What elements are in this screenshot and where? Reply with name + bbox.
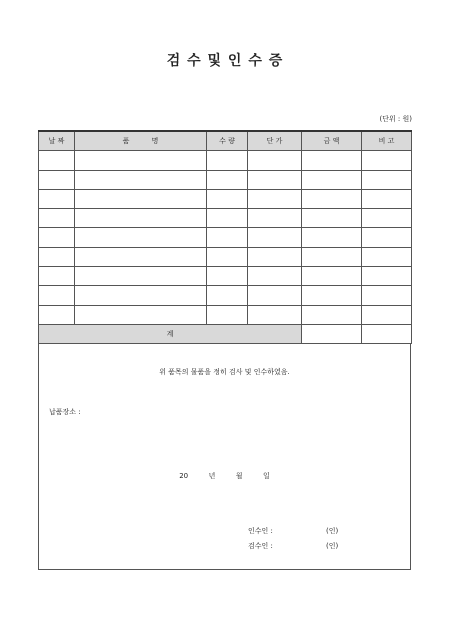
date-cell[interactable] [39,189,75,208]
quantity-cell[interactable] [207,170,248,189]
unit-price-cell[interactable] [248,209,302,228]
receipt-sheet [38,130,411,570]
date-cell[interactable] [39,247,75,266]
confirmation-section [38,343,411,570]
item-cell[interactable] [75,286,207,305]
amount-cell[interactable] [302,170,362,189]
receiver-label: 인수인 : [248,527,273,535]
remarks-cell[interactable] [362,151,412,170]
table-row [39,189,412,208]
amount-cell[interactable] [302,305,362,324]
date-cell[interactable] [39,286,75,305]
header-unit-price: 단 가 [248,131,302,151]
date-line: 20 년 월 일 [179,472,270,480]
quantity-cell[interactable] [207,267,248,286]
unit-price-cell[interactable] [248,267,302,286]
unit-price-cell[interactable] [248,228,302,247]
inspector-label: 검수인 : [248,542,273,550]
unit-price-cell[interactable] [248,151,302,170]
table-row [39,209,412,228]
amount-cell[interactable] [302,228,362,247]
item-cell[interactable] [75,228,207,247]
unit-price-cell[interactable] [248,305,302,324]
item-cell[interactable] [75,151,207,170]
receiver-seal: (인) [326,527,339,535]
amount-cell[interactable] [302,267,362,286]
header-item: 품 명 [75,131,207,151]
date-cell[interactable] [39,305,75,324]
unit-price-cell[interactable] [248,286,302,305]
receiver-signature [248,526,338,536]
unit-price-cell[interactable] [248,189,302,208]
item-cell[interactable] [75,209,207,228]
total-row [39,324,412,343]
table-row [39,305,412,324]
remarks-cell[interactable] [362,228,412,247]
quantity-cell[interactable] [207,305,248,324]
unit-note: (단위 : 원) [379,115,412,123]
date-cell[interactable] [39,209,75,228]
item-cell[interactable] [75,267,207,286]
total-remarks-cell[interactable] [362,324,412,343]
quantity-cell[interactable] [207,189,248,208]
item-cell[interactable] [75,247,207,266]
items-table [38,130,412,344]
quantity-cell[interactable] [207,228,248,247]
remarks-cell[interactable] [362,209,412,228]
header-remarks: 비 고 [362,131,412,151]
amount-cell[interactable] [302,209,362,228]
amount-cell[interactable] [302,286,362,305]
date-cell[interactable] [39,267,75,286]
date-cell[interactable] [39,228,75,247]
delivery-place-label: 납품장소 : [49,408,81,416]
item-cell[interactable] [75,305,207,324]
header-amount: 금 액 [302,131,362,151]
table-header-row [39,131,412,151]
date-cell[interactable] [39,170,75,189]
amount-cell[interactable] [302,247,362,266]
inspector-seal: (인) [326,542,339,550]
amount-cell[interactable] [302,189,362,208]
total-label: 계 [39,324,302,343]
date-cell[interactable] [39,151,75,170]
document-title: 검 수 및 인 수 증 [166,53,284,69]
table-row [39,228,412,247]
unit-price-cell[interactable] [248,247,302,266]
table-row [39,267,412,286]
item-cell[interactable] [75,189,207,208]
header-quantity: 수 량 [207,131,248,151]
amount-cell[interactable] [302,151,362,170]
table-row [39,170,412,189]
quantity-cell[interactable] [207,151,248,170]
remarks-cell[interactable] [362,170,412,189]
table-row [39,151,412,170]
unit-price-cell[interactable] [248,170,302,189]
inspection-statement: 위 품목의 물품을 정히 검사 및 인수하였음. [159,368,290,376]
remarks-cell[interactable] [362,247,412,266]
item-cell[interactable] [75,170,207,189]
remarks-cell[interactable] [362,305,412,324]
header-date: 날 짜 [39,131,75,151]
remarks-cell[interactable] [362,286,412,305]
total-amount-cell[interactable] [302,324,362,343]
quantity-cell[interactable] [207,286,248,305]
table-row [39,247,412,266]
quantity-cell[interactable] [207,247,248,266]
table-row [39,286,412,305]
inspector-signature [248,541,338,551]
remarks-cell[interactable] [362,189,412,208]
remarks-cell[interactable] [362,267,412,286]
quantity-cell[interactable] [207,209,248,228]
